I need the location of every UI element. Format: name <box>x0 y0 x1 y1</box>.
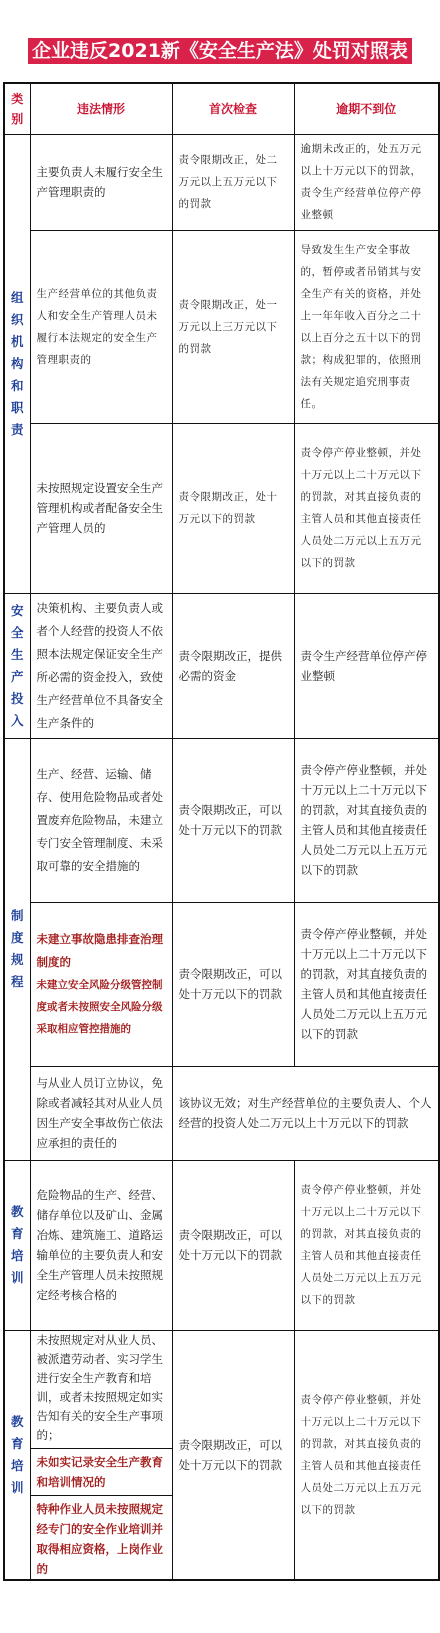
title-banner <box>0 38 440 64</box>
table-row <box>4 134 439 230</box>
first-check-cell: 责令限期改正，处二万元以上五万元以下的罚款 <box>172 134 294 230</box>
violation-line: 未按照规定对从业人员、被派遣劳动者、实习学生进行安全生产教育和培训，或者未按照规定如实告知有关的安全生产事项的； <box>36 1332 163 1442</box>
violation-line: 未如实记录安全生产教育和培训情况的 <box>31 1448 172 1495</box>
violation-line: 未建立事故隐患排查治理制度的 <box>36 932 163 969</box>
overdue-cell: 责令生产经营单位停产停业整顿 <box>294 593 439 738</box>
table-row <box>4 1330 439 1580</box>
first-check-cell: 责令限期改正，提供必需的资金 <box>172 593 294 738</box>
violation-cell <box>30 1330 172 1580</box>
violation-line: 特种作业人员未按照规定经专门的安全作业培训并取得相应资格，上岗作业的 <box>31 1495 172 1579</box>
violation-cell <box>30 902 172 1066</box>
violation-cell: 生产、经营、运输、储存、使用危险物品或者处置废弃危险物品，未建立专门安全管理制度、未采取可靠的安全措施的 <box>30 738 172 902</box>
overdue-cell: 导致发生生产安全事故的，暂停或者吊销其与安全生产有关的资格，并处上一年年收入百分之二十以上百分之五十以下的罚款；构成犯罪的，依照刑法有关规定追究刑事责任。 <box>294 230 439 423</box>
header-category: 类别 <box>4 83 30 134</box>
table-row <box>4 423 439 593</box>
overdue-cell: 责令停产停业整顿，并处十万元以上二十万元以下的罚款，对其直接负责的主管人员和其他直接责任人员处二万元以上五万元以下的罚款 <box>294 1160 439 1330</box>
first-check-cell: 责令限期改正，可以处十万元以下的罚款 <box>172 1330 294 1580</box>
category-cell: 安全生产投入 <box>4 593 30 738</box>
page-title: 企业违反2021新《安全生产法》处罚对照表 <box>28 38 412 64</box>
violation-cell: 与从业人员订立协议，免除或者减轻其对从业人员因生产安全事故伤亡依法应承担的责任的 <box>30 1066 172 1160</box>
violation-line: 未建立安全风险分级管控制度或者未按照安全风险分级采取相应管控措施的 <box>36 979 163 1035</box>
violation-cell: 生产经营单位的其他负责人和安全生产管理人员未履行本法规定的安全生产管理职责的 <box>30 230 172 423</box>
first-check-cell: 责令限期改正，可以处十万元以下的罚款 <box>172 1160 294 1330</box>
table-row <box>4 230 439 423</box>
first-check-cell: 责令限期改正，可以处十万元以下的罚款 <box>172 738 294 902</box>
category-cell: 组织机构和职责 <box>4 134 30 593</box>
category-cell: 教育培训 <box>4 1330 30 1580</box>
first-check-cell: 责令限期改正，处一万元以上三万元以下的罚款 <box>172 230 294 423</box>
violation-cell: 决策机构、主要负责人或者个人经营的投资人不依照本法规定保证安全生产所必需的资金投入，致使生产经营单位不具备安全生产条件的 <box>30 593 172 738</box>
table-row <box>4 593 439 738</box>
first-check-cell: 责令限期改正，可以处十万元以下的罚款 <box>172 902 294 1066</box>
penalty-table <box>3 82 440 1581</box>
violation-cell: 未按照规定设置安全生产管理机构或者配备安全生产管理人员的 <box>30 423 172 593</box>
overdue-cell: 责令停产停业整顿，并处十万元以上二十万元以下的罚款，对其直接负责的主管人员和其他直接责任人员处二万元以上五万元以下的罚款 <box>294 423 439 593</box>
header-row <box>4 83 439 134</box>
table-row <box>4 1066 439 1160</box>
header-violation: 违法情形 <box>30 83 172 134</box>
violation-cell: 主要负责人未履行安全生产管理职责的 <box>30 134 172 230</box>
table-row <box>4 738 439 902</box>
overdue-cell: 逾期未改正的，处五万元以上十万元以下的罚款，责令生产经营单位停产停业整顿 <box>294 134 439 230</box>
merged-penalty-cell: 该协议无效；对生产经营单位的主要负责人、个人经营的投资人处二万元以上十万元以下的罚款 <box>172 1066 439 1160</box>
header-first: 首次检查 <box>172 83 294 134</box>
category-cell: 教育培训 <box>4 1160 30 1330</box>
first-check-cell: 责令限期改正，处十万元以下的罚款 <box>172 423 294 593</box>
table-row <box>4 902 439 1066</box>
overdue-cell: 责令停产停业整顿，并处十万元以上二十万元以下的罚款，对其直接负责的主管人员和其他直接责任人员处二万元以上五万元以下的罚款 <box>294 738 439 902</box>
overdue-cell: 责令停产停业整顿，并处十万元以上二十万元以下的罚款，对其直接负责的主管人员和其他直接责任人员处二万元以上五万元以下的罚款 <box>294 1330 439 1580</box>
category-cell: 制度规程 <box>4 738 30 1160</box>
overdue-cell: 责令停产停业整顿，并处十万元以上二十万元以下的罚款，对其直接负责的主管人员和其他直接责任人员处二万元以上五万元以下的罚款 <box>294 902 439 1066</box>
header-overdue: 逾期不到位 <box>294 83 439 134</box>
violation-cell: 危险物品的生产、经营、储存单位以及矿山、金属冶炼、建筑施工、道路运输单位的主要负责人和安全生产管理人员未按照规定经考核合格的 <box>30 1160 172 1330</box>
table-row <box>4 1160 439 1330</box>
